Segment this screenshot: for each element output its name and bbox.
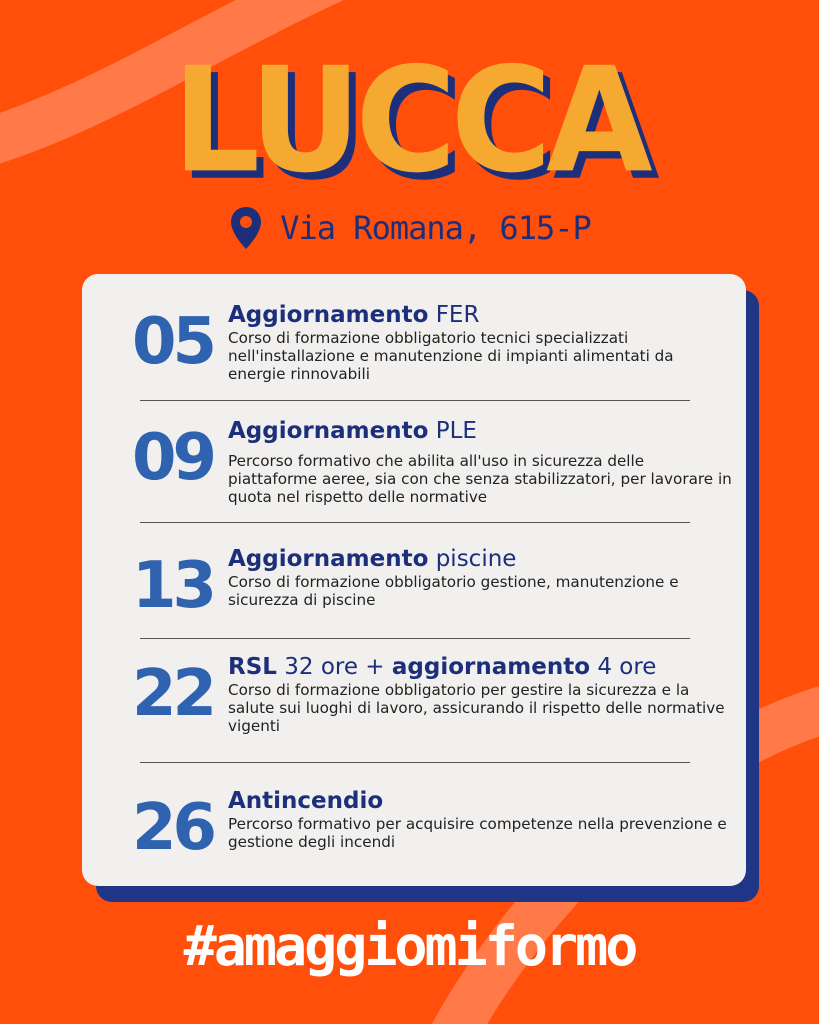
divider — [140, 400, 690, 401]
event-item — [132, 418, 732, 507]
address-text: Via Romana, 615-P — [280, 209, 591, 247]
schedule-card — [82, 274, 746, 886]
event-day: 05 — [132, 305, 214, 379]
event-description: Corso di formazione obbligatorio per gestire la sicurezza e la salute sui luoghi di lavoro, assicurando il rispetto delle normative vigenti — [228, 681, 725, 736]
event-item — [132, 654, 732, 736]
event-day: 22 — [132, 657, 214, 731]
event-item — [132, 546, 732, 623]
event-title: Aggiornamento FER — [228, 302, 480, 328]
divider — [140, 522, 690, 523]
city-title: LUCCA — [172, 35, 647, 205]
event-item — [132, 788, 732, 865]
event-title: Aggiornamento PLE — [228, 418, 477, 444]
divider — [140, 638, 690, 639]
event-description: Percorso formativo per acquisire competenze nella prevenzione e gestione degli incendi — [228, 815, 727, 852]
event-description: Percorso formativo che abilita all'uso in sicurezza delle piattaforme aeree, sia con che senza stabilizzatori, per lavorare in quota nel rispetto delle normative — [228, 452, 732, 507]
event-description: Corso di formazione obbligatorio tecnici specializzati nell'installazione e manutenzione di impianti alimentati da energie rinnovabili — [228, 329, 674, 384]
event-description: Corso di formazione obbligatorio gestione, manutenzione e sicurezza di piscine — [228, 573, 679, 610]
event-title: Antincendio — [228, 788, 384, 814]
address-line — [0, 205, 819, 251]
event-item — [132, 302, 732, 384]
event-title: Aggiornamento piscine — [228, 546, 517, 572]
event-day: 13 — [132, 549, 214, 623]
divider — [140, 762, 690, 763]
map-pin-icon — [228, 205, 264, 251]
event-title: RSL 32 ore + aggiornamento 4 ore — [228, 654, 657, 680]
event-day: 26 — [132, 791, 214, 865]
hashtag: #amaggiomiformo — [183, 914, 636, 978]
event-day: 09 — [132, 421, 214, 495]
